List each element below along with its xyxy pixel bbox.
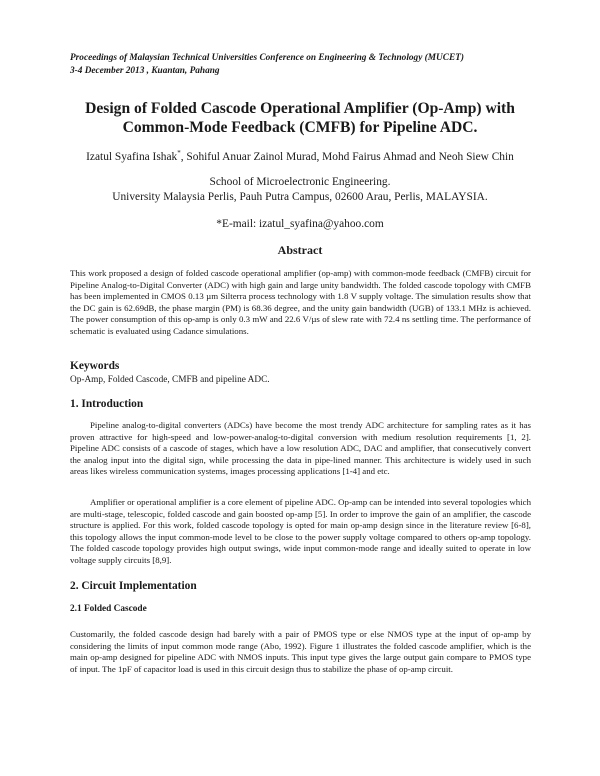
abstract-heading: Abstract xyxy=(277,243,323,257)
abstract-text: This work proposed a design of folded cascode operational amplifier (op-amp) with common-mode feedback (CMFB) circuit for Pipeline Analog-to-Digital Converter (ADC) with high gain and large unity bandwidth. The folded cascode topology with CMFB has been implemented in CMOS 0.13 µm Silterra process technology with 1.8 V supply voltage. The simulation results show that the DC gain is 62.69dB, the phase margin (PM) is 68.36 degree, and the unity gain bandwidth (UGB) of 133.1 MHz is achieved. The power consumption of this op-amp is only 0.3 mW and 22.6 V/µs of slew rate with 72.4 ns settling time. The performance of schematic is evaluated using Cadance simulations. xyxy=(70,268,531,336)
section-circuit-heading: 2. Circuit Implementation xyxy=(70,580,197,592)
co-authors: , Sohiful Anuar Zainol Murad, Mohd Fairus Ahmad and Neoh Siew Chin xyxy=(180,150,514,163)
paper-title xyxy=(40,99,560,137)
affiliation-line-1: School of Microelectronic Engineering. xyxy=(209,176,391,188)
header-line-1: Proceedings of Malaysian Technical Universities Conference on Engineering & Technology (MUCET) xyxy=(70,53,464,63)
contact-email: *E-mail: izatul_syafina@yahoo.com xyxy=(216,218,384,230)
affiliation xyxy=(40,175,560,205)
circuit-paragraph-1: Customarily, the folded cascode design had barely with a pair of PMOS type or else NMOS type at the input of op-amp by considering the limits of input common mode range (Abo, 1992). Figure 1 illustrates the folded cascode amplifier, which is the main op-amp designed for pipeline ADC with NMOS inputs. This input type gives the large output gain compare to PMOS type of input. The 1pF of capacitor load is used in this circuit design thus to stabilize the phase of op-amp circuit. xyxy=(70,629,531,674)
subsection-folded-cascode-heading: 2.1 Folded Cascode xyxy=(70,604,147,614)
affiliation-line-2: University Malaysia Perlis, Pauh Putra Campus, 02600 Arau, Perlis, MALAYSIA. xyxy=(112,191,488,203)
title-line-2: Common-Mode Feedback (CMFB) for Pipeline ADC. xyxy=(122,119,478,136)
section-introduction-heading: 1. Introduction xyxy=(70,398,144,410)
first-author: Izatul Syafina Ishak xyxy=(86,150,178,163)
keywords-text: Op-Amp, Folded Cascode, CMFB and pipeline ADC. xyxy=(70,375,270,385)
keywords-heading: Keywords xyxy=(70,360,120,372)
corresponding-mark: * xyxy=(177,149,181,157)
author-list xyxy=(40,146,560,164)
proceedings-header xyxy=(70,52,540,77)
title-line-1: Design of Folded Cascode Operational Amplifier (Op-Amp) with xyxy=(85,100,515,117)
intro-paragraph-2: Amplifier or operational amplifier is a core element of pipeline ADC. Op-amp can be intended into several topologies which are multi-stage, telescopic, folded cascode and gain boosted op-amp [5]. In order to improve the gain of an amplifier, the cascode structure is applied. For this work, folded cascode topology is opted for main op-amp design since in the literature review [6-8], this topology allows the input common-mode level to be close to the power supply voltage compared to others op-amp topology. The folded cascode topology provides high output swings, wide input common-mode range and ideally suited to operate in low voltage supply circuits [8,9]. xyxy=(70,497,531,565)
header-line-2: 3-4 December 2013 , Kuantan, Pahang xyxy=(70,65,220,76)
intro-paragraph-1: Pipeline analog-to-digital converters (ADCs) have become the most trendy ADC architecture for sampling rates as it has proven attractive for high-speed and low-power-analog-to-digital conversion with medium resolution requirements [1, 2]. Pipeline ADC consists of a cascode of stages, which have a low resolution ADC, DAC and amplifier, that consecutively convert the analog input into the digital sign, while processing the data in pipe-lined manner. This architecture is widely used in such areas likes wireless communication systems, images processing applications [1-4] and etc. xyxy=(70,420,531,477)
